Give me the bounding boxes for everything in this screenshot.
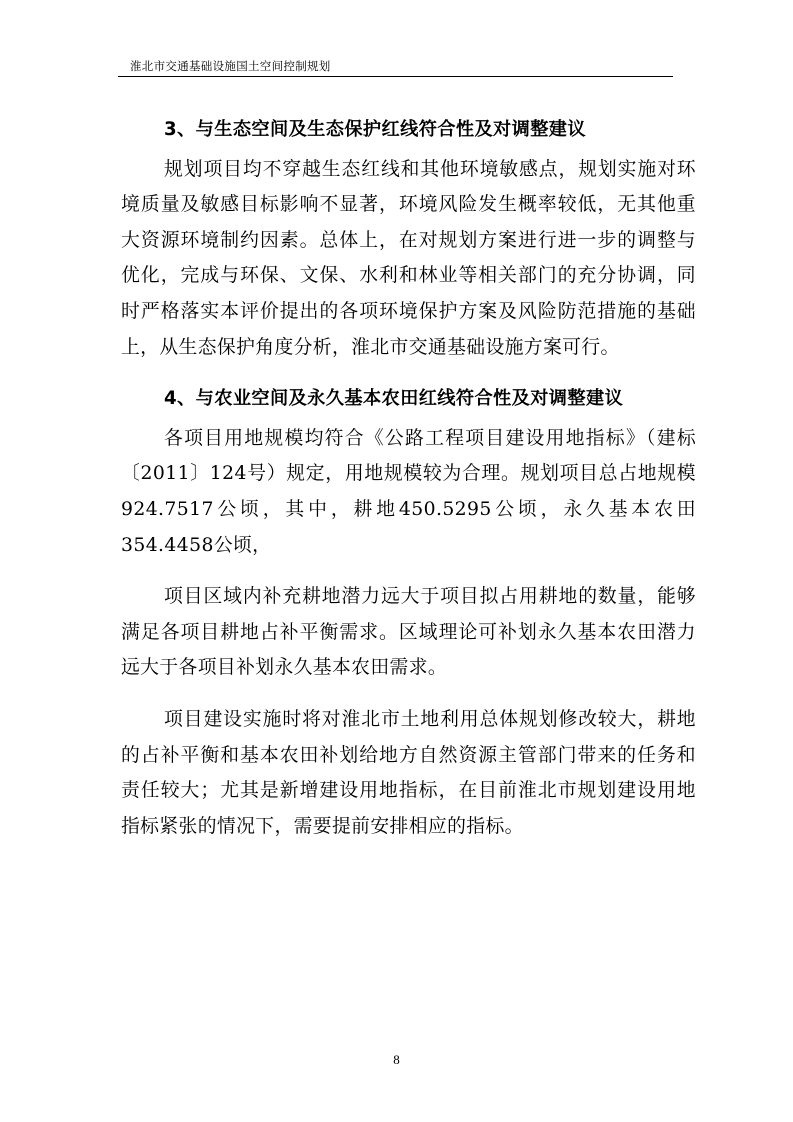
section-3-heading: 3、与生态空间及生态保护红线符合性及对调整建议 <box>164 119 586 140</box>
section-4-paragraph-2: 项目区域内补充耕地潜力远大于项目拟占用耕地的数量，能够满足各项目耕地占补平衡需求。区域理论可补划永久基本农田潜力远大于各项目补划永久基本农田需求。 <box>121 586 696 679</box>
section-4-heading: 4、与农业空间及永久基本农田红线符合性及对调整建议 <box>164 388 624 410</box>
running-header: 淮北市交通基础设施国土空间控制规划 <box>130 59 331 73</box>
header-divider <box>118 76 673 77</box>
section-3-paragraph-1: 规划项目均不穿越生态红线和其他环境敏感点，规划实施对环境质量及敏感目标影响不显著，环境风险发生概率较低，无其他重大资源环境制约因素。总体上，在对规划方案进行进一步的调整与优化，完成与环保、文保、水利和林业等相关部门的充分协调，同时严格落实本评价提出的各项环境保护方案及风险防范措施的基础上，从生态保护角度分析，淮北市交通基础设施方案可行。 <box>121 158 696 358</box>
page-body <box>121 112 696 844</box>
section-4-paragraph-1: 各项目用地规模均符合《公路工程项目建设用地指标》（建标〔2011〕124号）规定，用地规模较为合理。规划项目总占地规模924.7517公顷，其中，耕地450.5295公顷，永久基本农田354.4458公顷， <box>121 427 696 556</box>
section-4-paragraph-3: 项目建设实施时将对淮北市土地利用总体规划修改较大，耕地的占补平衡和基本农田补划给地方自然资源主管部门带来的任务和责任较大；尤其是新增建设用地指标，在目前淮北市规划建设用地指标紧张的情况下，需要提前安排相应的指标。 <box>121 708 696 837</box>
page-number: 8 <box>393 1052 400 1067</box>
